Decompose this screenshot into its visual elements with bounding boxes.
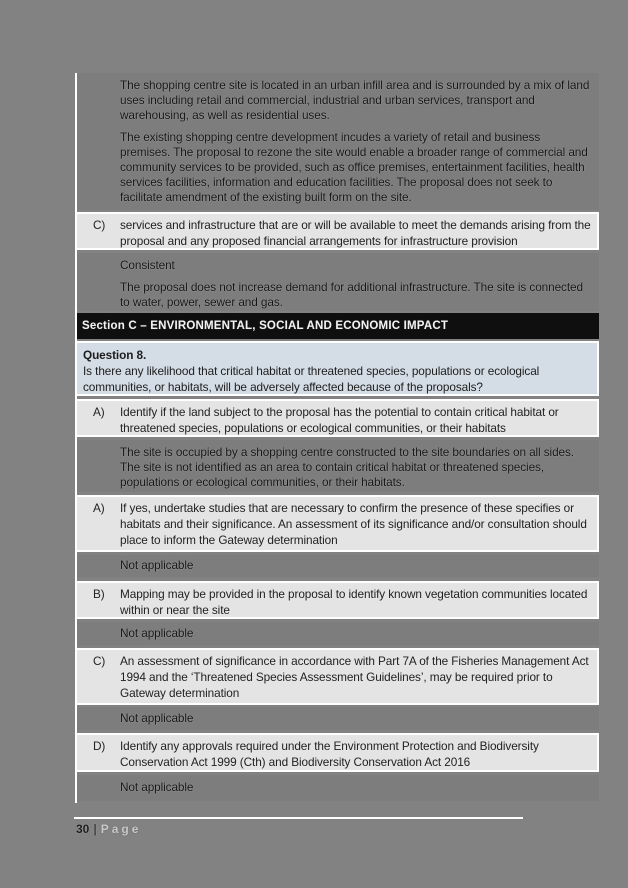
section-c-header <box>77 313 599 339</box>
answer-cell-not-applicable <box>77 707 599 730</box>
footer-divider-line <box>74 817 523 819</box>
question-item-c-services-infrastructure <box>77 212 599 250</box>
question-item-a-if-yes-studies <box>77 495 599 552</box>
item-letter: B) <box>93 587 105 601</box>
question-item-c-assessment-significance <box>77 648 599 705</box>
answer-paragraph: Not applicable <box>120 558 194 572</box>
footer-separator: | <box>93 822 97 836</box>
answer-paragraph: Not applicable <box>120 711 194 725</box>
question-item-b-mapping <box>77 581 599 619</box>
item-text: Identify any approvals required under the Environment Protection and Biodiversity Conservation Act 1999 (Cth) and Biodiversity Conservation Act 2016 <box>120 739 539 769</box>
item-letter: A) <box>93 405 105 419</box>
answer-cell-not-applicable <box>77 622 599 645</box>
answer-heading: Consistent <box>120 258 175 272</box>
item-letter: C) <box>93 654 106 668</box>
assessment-table <box>75 73 599 803</box>
item-text: Mapping may be provided in the proposal to identify known vegetation communities located within or near the site <box>120 587 588 617</box>
question-item-a-identify-habitat <box>77 399 599 437</box>
answer-paragraph: Not applicable <box>120 780 194 794</box>
answer-paragraph: The existing shopping centre development incudes a variety of retail and business premises. The proposal to rezone the site would enable a broader range of commercial and community services to be provided, such as office premises, entertainment facilities, health services facilities, information and education facilities. The proposal does not seek to facilitate amendment of the existing built form on the site. <box>120 130 588 204</box>
answer-cell-site-occupied <box>77 440 599 492</box>
item-letter: D) <box>93 739 106 753</box>
answer-cell-not-applicable <box>77 555 599 577</box>
question-item-d-approvals <box>77 733 599 772</box>
question-8-block <box>77 341 599 396</box>
question-8-heading: Question 8. <box>83 348 147 362</box>
item-letter: C) <box>93 218 106 232</box>
question-8-text: Is there any likelihood that critical habitat or threatened species, populations or ecological communities, or habitats, will be adversely affected because of the proposals? <box>83 364 540 394</box>
item-letter: A) <box>93 501 105 515</box>
page-footer <box>76 822 141 836</box>
answer-paragraph: Not applicable <box>120 626 194 640</box>
item-text: services and infrastructure that are or will be available to meet the demands arising from the proposal and any proposed financial arrangements for infrastructure provision <box>120 218 591 248</box>
answer-paragraph: The shopping centre site is located in an urban infill area and is surrounded by a mix of land uses including retail and commercial, industrial and urban services, transport and warehousing, as well as residential uses. <box>120 78 590 122</box>
item-text: An assessment of significance in accordance with Part 7A of the Fisheries Management Act 1994 and the ‘Threatened Species Assessment Guidelines’, may be required prior to Gateway determination <box>120 654 589 700</box>
answer-paragraph: The proposal does not increase demand for additional infrastructure. The site is connected to water, power, sewer and gas. <box>120 280 583 309</box>
answer-cell-site-context <box>77 73 599 210</box>
answer-cell-not-applicable <box>77 775 599 801</box>
answer-paragraph: The site is occupied by a shopping centre constructed to the site boundaries on all sides. The site is not identified as an area to contain critical habitat or threatened species, populations or ecological communities, or their habitats. <box>120 445 574 489</box>
item-text: Identify if the land subject to the proposal has the potential to contain critical habitat or threatened species, populations or ecological communities, or their habitats <box>120 405 559 435</box>
footer-page-label: Page <box>100 822 142 836</box>
item-text: If yes, undertake studies that are necessary to confirm the presence of these specifies or habitats and their significance. An assessment of its significance and/or consultation should place to inform the Gateway determination <box>120 501 587 547</box>
answer-cell-consistent <box>77 253 599 311</box>
section-c-title: Section C – ENVIRONMENTAL, SOCIAL AND ECONOMIC IMPACT <box>82 320 449 332</box>
page-number: 30 <box>76 822 90 836</box>
